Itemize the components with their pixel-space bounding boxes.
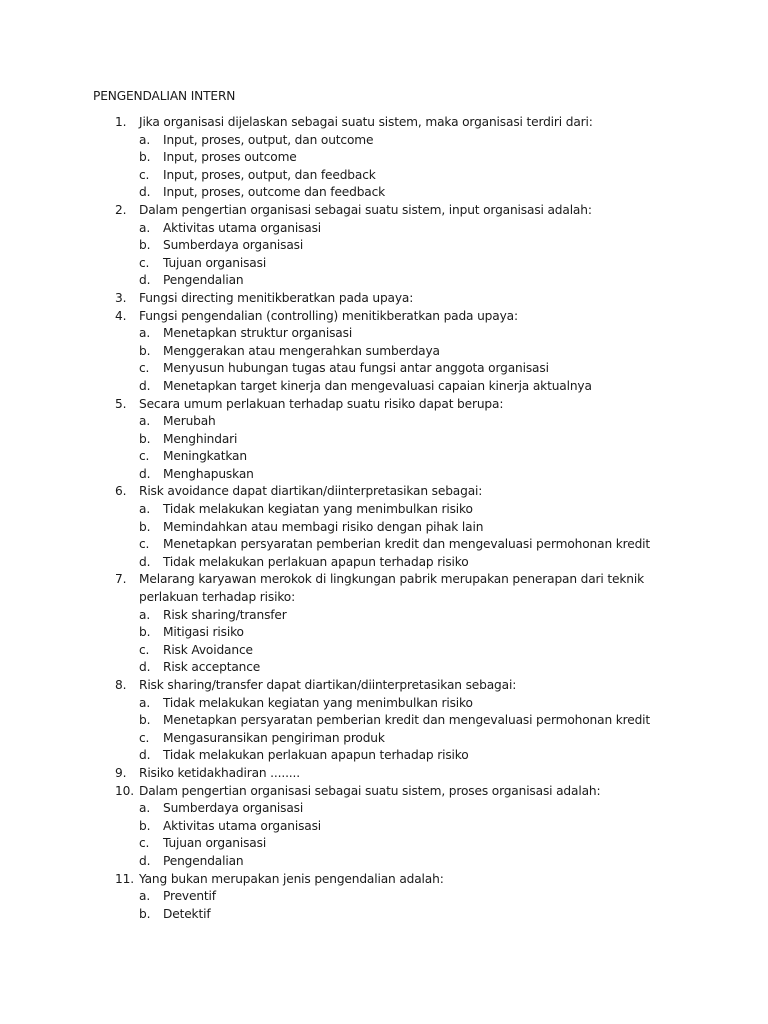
answer-option: [0, 906, 768, 924]
option-letter: b.: [139, 150, 151, 165]
option-text: Merubah: [163, 414, 216, 429]
answer-option: [0, 255, 768, 273]
question-item: [0, 114, 768, 132]
option-text: Mitigasi risiko: [163, 625, 244, 640]
option-text: Input, proses, outcome dan feedback: [163, 185, 386, 200]
answer-option: [0, 747, 768, 765]
question-number: 5.: [115, 396, 127, 411]
option-text: Input, proses, output, dan feedback: [163, 167, 376, 182]
option-letter: d.: [139, 466, 151, 481]
question-text: Risk sharing/transfer dapat diartikan/diinterpretasikan sebagai:: [139, 678, 517, 692]
answer-option: [0, 800, 768, 818]
question-number: 9.: [115, 765, 127, 780]
option-letter: a.: [139, 801, 151, 816]
question-text: Melarang karyawan merokok di lingkungan pabrik merupakan penerapan dari teknik perlakuan terhadap risiko:: [139, 572, 644, 605]
option-letter: c.: [139, 537, 150, 552]
option-letter: d.: [139, 853, 151, 868]
option-letter: b.: [139, 431, 151, 446]
question-text: Dalam pengertian organisasi sebagai suatu sistem, input organisasi adalah:: [139, 202, 592, 217]
question-item: [0, 290, 768, 308]
question-number: 3.: [115, 290, 127, 305]
answer-option: [0, 730, 768, 748]
answer-option: [0, 149, 768, 167]
answer-option: [0, 624, 768, 642]
answer-option: [0, 835, 768, 853]
option-text: Menghapuskan: [163, 466, 254, 481]
option-text: Preventif: [163, 889, 216, 904]
option-text: Menetapkan target kinerja dan mengevaluasi capaian kinerja aktualnya: [163, 378, 592, 393]
answer-option: [0, 642, 768, 660]
option-letter: b.: [139, 713, 151, 728]
option-letter: d.: [139, 660, 151, 675]
option-letter: a.: [139, 220, 151, 235]
question-text: Dalam pengertian organisasi sebagai suatu sistem, proses organisasi adalah:: [139, 783, 601, 798]
option-text: Menggerakan atau mengerahkan sumberdaya: [163, 343, 440, 358]
option-letter: a.: [139, 132, 151, 147]
answer-option: [0, 888, 768, 906]
option-text: Menetapkan struktur organisasi: [163, 326, 353, 341]
question-text: Jika organisasi dijelaskan sebagai suatu sistem, maka organisasi terdiri dari:: [139, 115, 593, 129]
answer-option: [0, 413, 768, 431]
answer-option: [0, 712, 768, 730]
option-text: Memindahkan atau membagi risiko dengan pihak lain: [163, 519, 484, 534]
answer-option: [0, 431, 768, 449]
answer-option: [0, 466, 768, 484]
option-text: Sumberdaya organisasi: [163, 801, 304, 816]
question-text: Yang bukan merupakan jenis pengendalian adalah:: [139, 871, 444, 886]
question-item: [0, 308, 768, 326]
option-text: Input, proses outcome: [163, 150, 297, 165]
question-number: 2.: [115, 202, 127, 217]
question-item: [0, 871, 768, 889]
option-letter: d.: [139, 554, 151, 569]
option-letter: b.: [139, 625, 151, 640]
question-text: Fungsi pengendalian (controlling) menitikberatkan pada upaya:: [139, 308, 518, 323]
option-letter: b.: [139, 238, 151, 253]
answer-option: [0, 325, 768, 343]
answer-option: [0, 853, 768, 871]
answer-option: [0, 220, 768, 238]
option-letter: c.: [139, 836, 150, 851]
answer-option: [0, 343, 768, 361]
option-letter: a.: [139, 607, 151, 622]
question-number: 8.: [115, 678, 127, 692]
question-number: 4.: [115, 308, 127, 323]
answer-option: [0, 184, 768, 202]
option-text: Input, proses, output, dan outcome: [163, 132, 374, 147]
question-item: [0, 783, 768, 801]
option-text: Pengendalian: [163, 273, 244, 288]
option-text: Menetapkan persyaratan pemberian kredit dan mengevaluasi permohonan kredit: [163, 537, 651, 552]
option-letter: b.: [139, 519, 151, 534]
question-item: [0, 571, 768, 606]
question-item: [0, 483, 768, 501]
option-text: Tujuan organisasi: [163, 836, 267, 851]
option-text: Aktivitas utama organisasi: [163, 818, 322, 833]
answer-option: [0, 378, 768, 396]
option-text: Sumberdaya organisasi: [163, 238, 304, 253]
option-letter: d.: [139, 748, 151, 763]
question-number: 10.: [115, 783, 134, 798]
option-letter: c.: [139, 361, 150, 376]
option-letter: a.: [139, 414, 151, 429]
option-text: Pengendalian: [163, 853, 244, 868]
answer-option: [0, 132, 768, 150]
question-list: [0, 114, 768, 923]
answer-option: [0, 501, 768, 519]
option-letter: c.: [139, 642, 150, 657]
answer-option: [0, 554, 768, 572]
option-text: Risk Avoidance: [163, 642, 253, 657]
question-number: 6.: [115, 484, 127, 499]
option-text: Meningkatkan: [163, 449, 247, 464]
option-text: Mengasuransikan pengiriman produk: [163, 730, 385, 745]
option-letter: c.: [139, 730, 150, 745]
option-letter: b.: [139, 906, 151, 921]
option-text: Tidak melakukan perlakuan apapun terhadap risiko: [163, 554, 469, 569]
option-letter: b.: [139, 818, 151, 833]
option-letter: a.: [139, 326, 151, 341]
option-text: Aktivitas utama organisasi: [163, 220, 322, 235]
question-text: Risk avoidance dapat diartikan/diinterpretasikan sebagai:: [139, 484, 483, 499]
option-text: Tidak melakukan perlakuan apapun terhadap risiko: [163, 748, 469, 763]
question-text: Fungsi directing menitikberatkan pada upaya:: [139, 290, 414, 305]
option-letter: c.: [139, 449, 150, 464]
answer-option: [0, 607, 768, 625]
question-item: [0, 396, 768, 414]
option-letter: c.: [139, 167, 150, 182]
answer-option: [0, 818, 768, 836]
option-text: Menyusun hubungan tugas atau fungsi antar anggota organisasi: [163, 361, 549, 376]
option-letter: d.: [139, 378, 151, 393]
option-letter: a.: [139, 695, 151, 710]
document-title: PENGENDALIAN INTERN: [93, 89, 236, 103]
answer-option: [0, 237, 768, 255]
question-text: Risiko ketidakhadiran ........: [139, 765, 300, 780]
option-text: Risk sharing/transfer: [163, 607, 287, 622]
answer-option: [0, 167, 768, 185]
option-letter: a.: [139, 889, 151, 904]
option-text: Menghindari: [163, 431, 238, 446]
question-number: 11.: [115, 871, 134, 886]
option-text: Tidak melakukan kegiatan yang menimbulkan risiko: [163, 695, 473, 710]
answer-option: [0, 360, 768, 378]
question-item: [0, 677, 768, 695]
option-letter: b.: [139, 343, 151, 358]
answer-option: [0, 519, 768, 537]
question-item: [0, 765, 768, 783]
question-number: 1.: [115, 115, 127, 129]
answer-option: [0, 659, 768, 677]
option-letter: c.: [139, 255, 150, 270]
option-text: Risk acceptance: [163, 660, 261, 675]
answer-option: [0, 272, 768, 290]
option-text: Detektif: [163, 906, 211, 921]
option-letter: a.: [139, 502, 151, 517]
question-text: Secara umum perlakuan terhadap suatu risiko dapat berupa:: [139, 396, 504, 411]
question-number: 7.: [115, 572, 127, 587]
answer-option: [0, 448, 768, 466]
option-letter: d.: [139, 185, 151, 200]
option-letter: d.: [139, 273, 151, 288]
option-text: Tujuan organisasi: [163, 255, 267, 270]
option-text: Tidak melakukan kegiatan yang menimbulkan risiko: [163, 502, 473, 517]
answer-option: [0, 536, 768, 554]
answer-option: [0, 695, 768, 713]
option-text: Menetapkan persyaratan pemberian kredit dan mengevaluasi permohonan kredit: [163, 713, 651, 728]
question-item: [0, 202, 768, 220]
